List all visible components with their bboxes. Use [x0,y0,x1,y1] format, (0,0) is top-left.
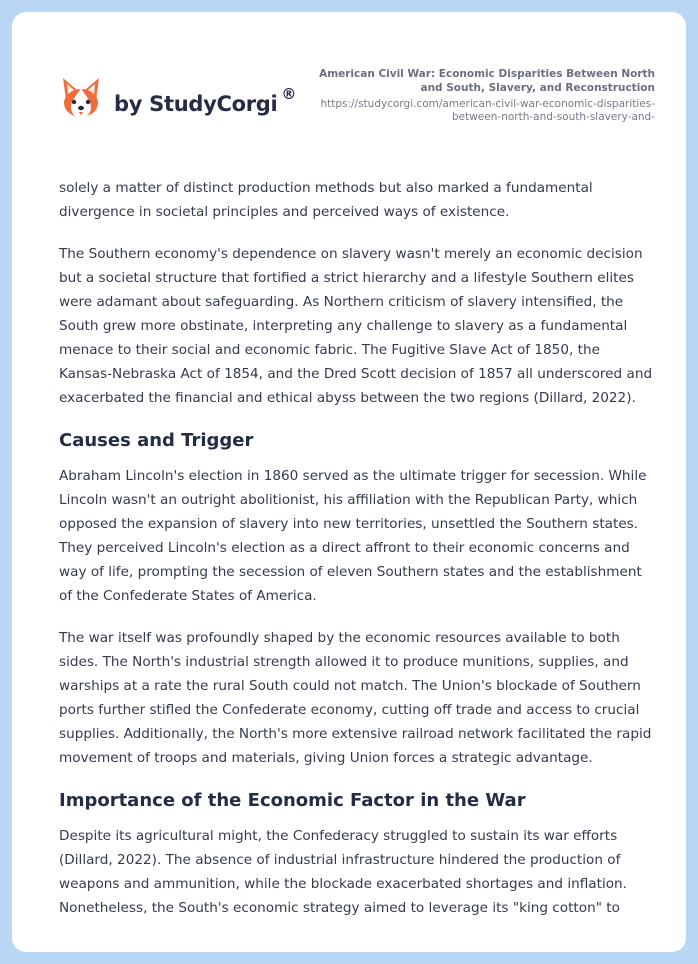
article-body [59,176,657,938]
document-meta [295,67,655,124]
paragraph: The war itself was profoundly shaped by the economic resources available to both sides. The North's industrial strength allowed it to produce munitions, supplies, and warships at a rate the rural South could not match. The Union's blockade of Southern ports further stifled the Confederate economy, cutting off trade and access to crucial supplies. Additionally, the North's more extensive railroad network facilitated the rapid movement of troops and materials, giving Union forces a strategic advantage. [59,630,652,766]
paragraph: Abraham Lincoln's election in 1860 served as the ultimate trigger for secession. While Lincoln wasn't an outright abolitionist, his affiliation with the Republican Party, which opposed the expansion of slavery into new territories, unsettled the Southern states. They perceived Lincoln's election as a direct affront to their economic concerns and way of life, prompting the secession of eleven Southern states and the establishment of the Confederate States of America. [59,468,647,604]
registered-mark: ® [281,84,297,103]
paragraph: The Southern economy's dependence on slavery wasn't merely an economic decision but a societal structure that fortified a strict hierarchy and a lifestyle Southern elites were adamant about safeguarding. As Northern criticism of slavery intensified, the South grew more obstinate, interpreting any challenge to slavery as a fundamental menace to their social and economic fabric. The Fugitive Slave Act of 1850, the Kansas-Nebraska Act of 1854, and the Dred Scott decision of 1857 all underscored and exacerbated the financial and ethical abyss between the two regions (Dillard, 2022). [59,246,653,406]
document-url[interactable]: https://studycorgi.com/american-civil-war-economic-disparities-between-north-and-south-slavery-and- [320,98,655,123]
paragraph: Despite its agricultural might, the Confederacy struggled to sustain its war efforts (Dillard, 2022). The absence of industrial infrastructure hindered the production of weapons and ammunition, while the blockade exacerbated shortages and inflation. Nonetheless, the South's economic strategy aimed to leverage its "king cotton" to [59,828,627,916]
studycorgi-logo[interactable] [60,76,296,120]
corgi-logo-icon [60,76,102,120]
paragraph: solely a matter of distinct production methods but also marked a fundamental divergence in societal principles and perceived ways of existence. [59,180,593,220]
brand-name: by StudyCorgi ® [114,84,297,116]
document-title: American Civil War: Economic Disparities Between North and South, Slavery, and Reconstruction [319,68,655,94]
section-heading: Importance of the Economic Factor in the War [59,790,526,811]
section-heading: Causes and Trigger [59,430,254,451]
document-page [12,12,686,952]
